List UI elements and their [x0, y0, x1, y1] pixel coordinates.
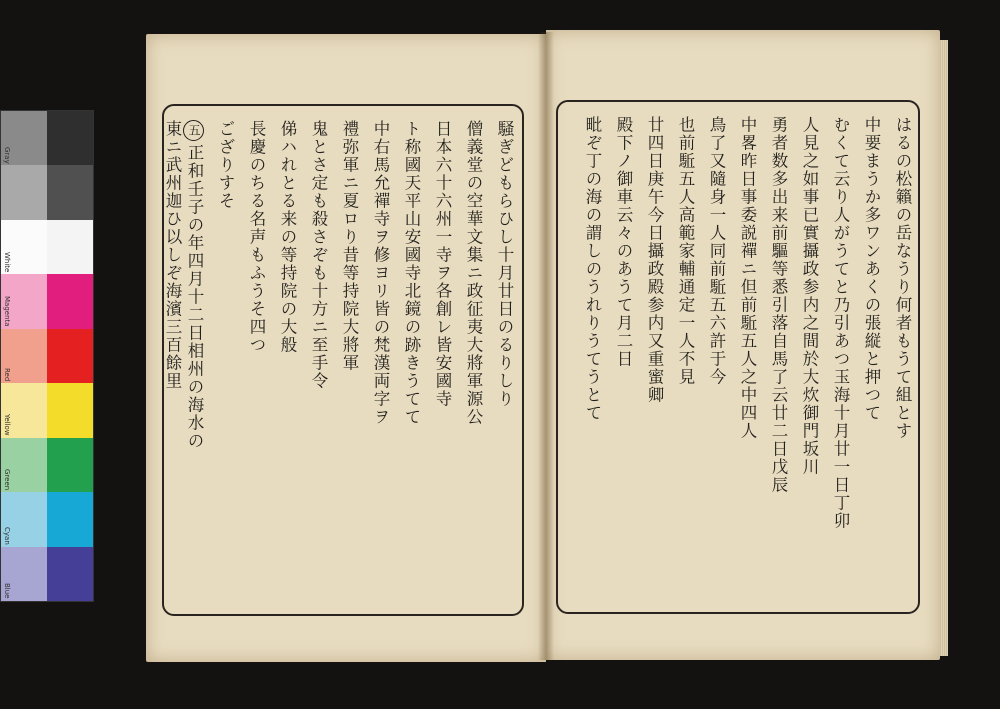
color-calibration-strip	[0, 110, 94, 602]
text-column: ト称國天平山安國寺北鏡の跡きうてて	[402, 120, 421, 426]
color-patch	[47, 111, 93, 165]
text-column: 中要まうか多ワンあくの張縦と押つて	[862, 116, 881, 422]
color-patch-label: Red	[3, 367, 11, 382]
text-column: 俤ハれとる来の等持院の大般	[278, 120, 297, 354]
text-column: 鳥了又隨身一人同前駈五六許于今	[707, 116, 726, 386]
text-column: 中右馬允禪寺ヲ修ヨリ皆の梵漢両字ヲ	[371, 120, 390, 426]
color-patch	[47, 547, 93, 601]
text-column: 騒ぎどもらひし十月廿日のるりしり	[495, 120, 514, 408]
color-patch	[1, 438, 47, 492]
entry-column: 東ニ武州迦ひ以しぞ海濱三百餘里	[163, 120, 182, 390]
color-patch	[1, 274, 47, 328]
text-column: ござりすそ	[216, 120, 235, 210]
color-patch	[47, 220, 93, 274]
color-patch	[47, 165, 93, 219]
right-text-frame	[556, 100, 920, 614]
text-column: 僧義堂の空華文集ニ政征夷大將軍源公	[464, 120, 483, 426]
color-patch	[1, 329, 47, 383]
text-column: むくて云り人がうてと乃引あつ玉海十月廿一日丁卯	[831, 116, 850, 530]
color-patch-label: Yellow	[3, 414, 11, 436]
text-column: 禮弥軍ニ夏ロり昔等持院大將軍	[340, 120, 359, 372]
left-text-frame	[162, 104, 524, 616]
page-edges	[940, 40, 948, 656]
color-patch	[1, 383, 47, 437]
text-column: 長慶のちる名声もふうそ四つ	[247, 120, 266, 354]
entry-text: 正和壬子の年四月十二日相州の海水の	[185, 144, 204, 450]
color-patch	[1, 165, 47, 219]
color-patch-label: Blue	[3, 583, 11, 599]
color-patch	[1, 492, 47, 546]
color-patch-label: White	[3, 251, 11, 273]
text-column: 鬼とさ定も殺さぞも十方ニ至手令	[309, 120, 328, 390]
color-patch	[47, 438, 93, 492]
color-patch	[47, 329, 93, 383]
entry-number: 五	[183, 120, 204, 141]
color-patch-label: Magenta	[3, 296, 11, 327]
color-patch-label: Gray	[3, 146, 11, 164]
text-column: 也前駈五人高範家輔通定一人不見	[676, 116, 695, 386]
text-column: 人見之如事已實攝政参内之間於大炊御門坂川	[800, 116, 819, 476]
text-column: 廿四日庚午今日攝政殿参内又重蜜卿	[645, 116, 664, 404]
color-patch	[47, 274, 93, 328]
text-column: 毗ぞ丁の海の謂しのうれりうてうとて	[583, 116, 602, 422]
color-patch-label: Cyan	[3, 526, 11, 545]
text-column: 殿下ノ御車云々のあうて月二日	[614, 116, 633, 368]
color-patch-label: Green	[3, 468, 11, 491]
color-patch	[47, 383, 93, 437]
text-column: 日本六十六州一寺ヲ各創レ皆安國寺	[433, 120, 452, 408]
text-column: 勇者数多出来前驅等悉引落自馬了云廿二日戊辰	[769, 116, 788, 494]
color-patch	[1, 111, 47, 165]
text-column: 中畧昨日事委説禪ニ但前駈五人之中四人	[738, 116, 757, 440]
color-patch	[1, 220, 47, 274]
color-patch	[47, 492, 93, 546]
book-gutter	[538, 32, 554, 660]
text-column: はるの松籟の岳なうり何者もうて組とす	[893, 116, 912, 440]
color-patch	[1, 547, 47, 601]
entry-column	[183, 120, 204, 604]
